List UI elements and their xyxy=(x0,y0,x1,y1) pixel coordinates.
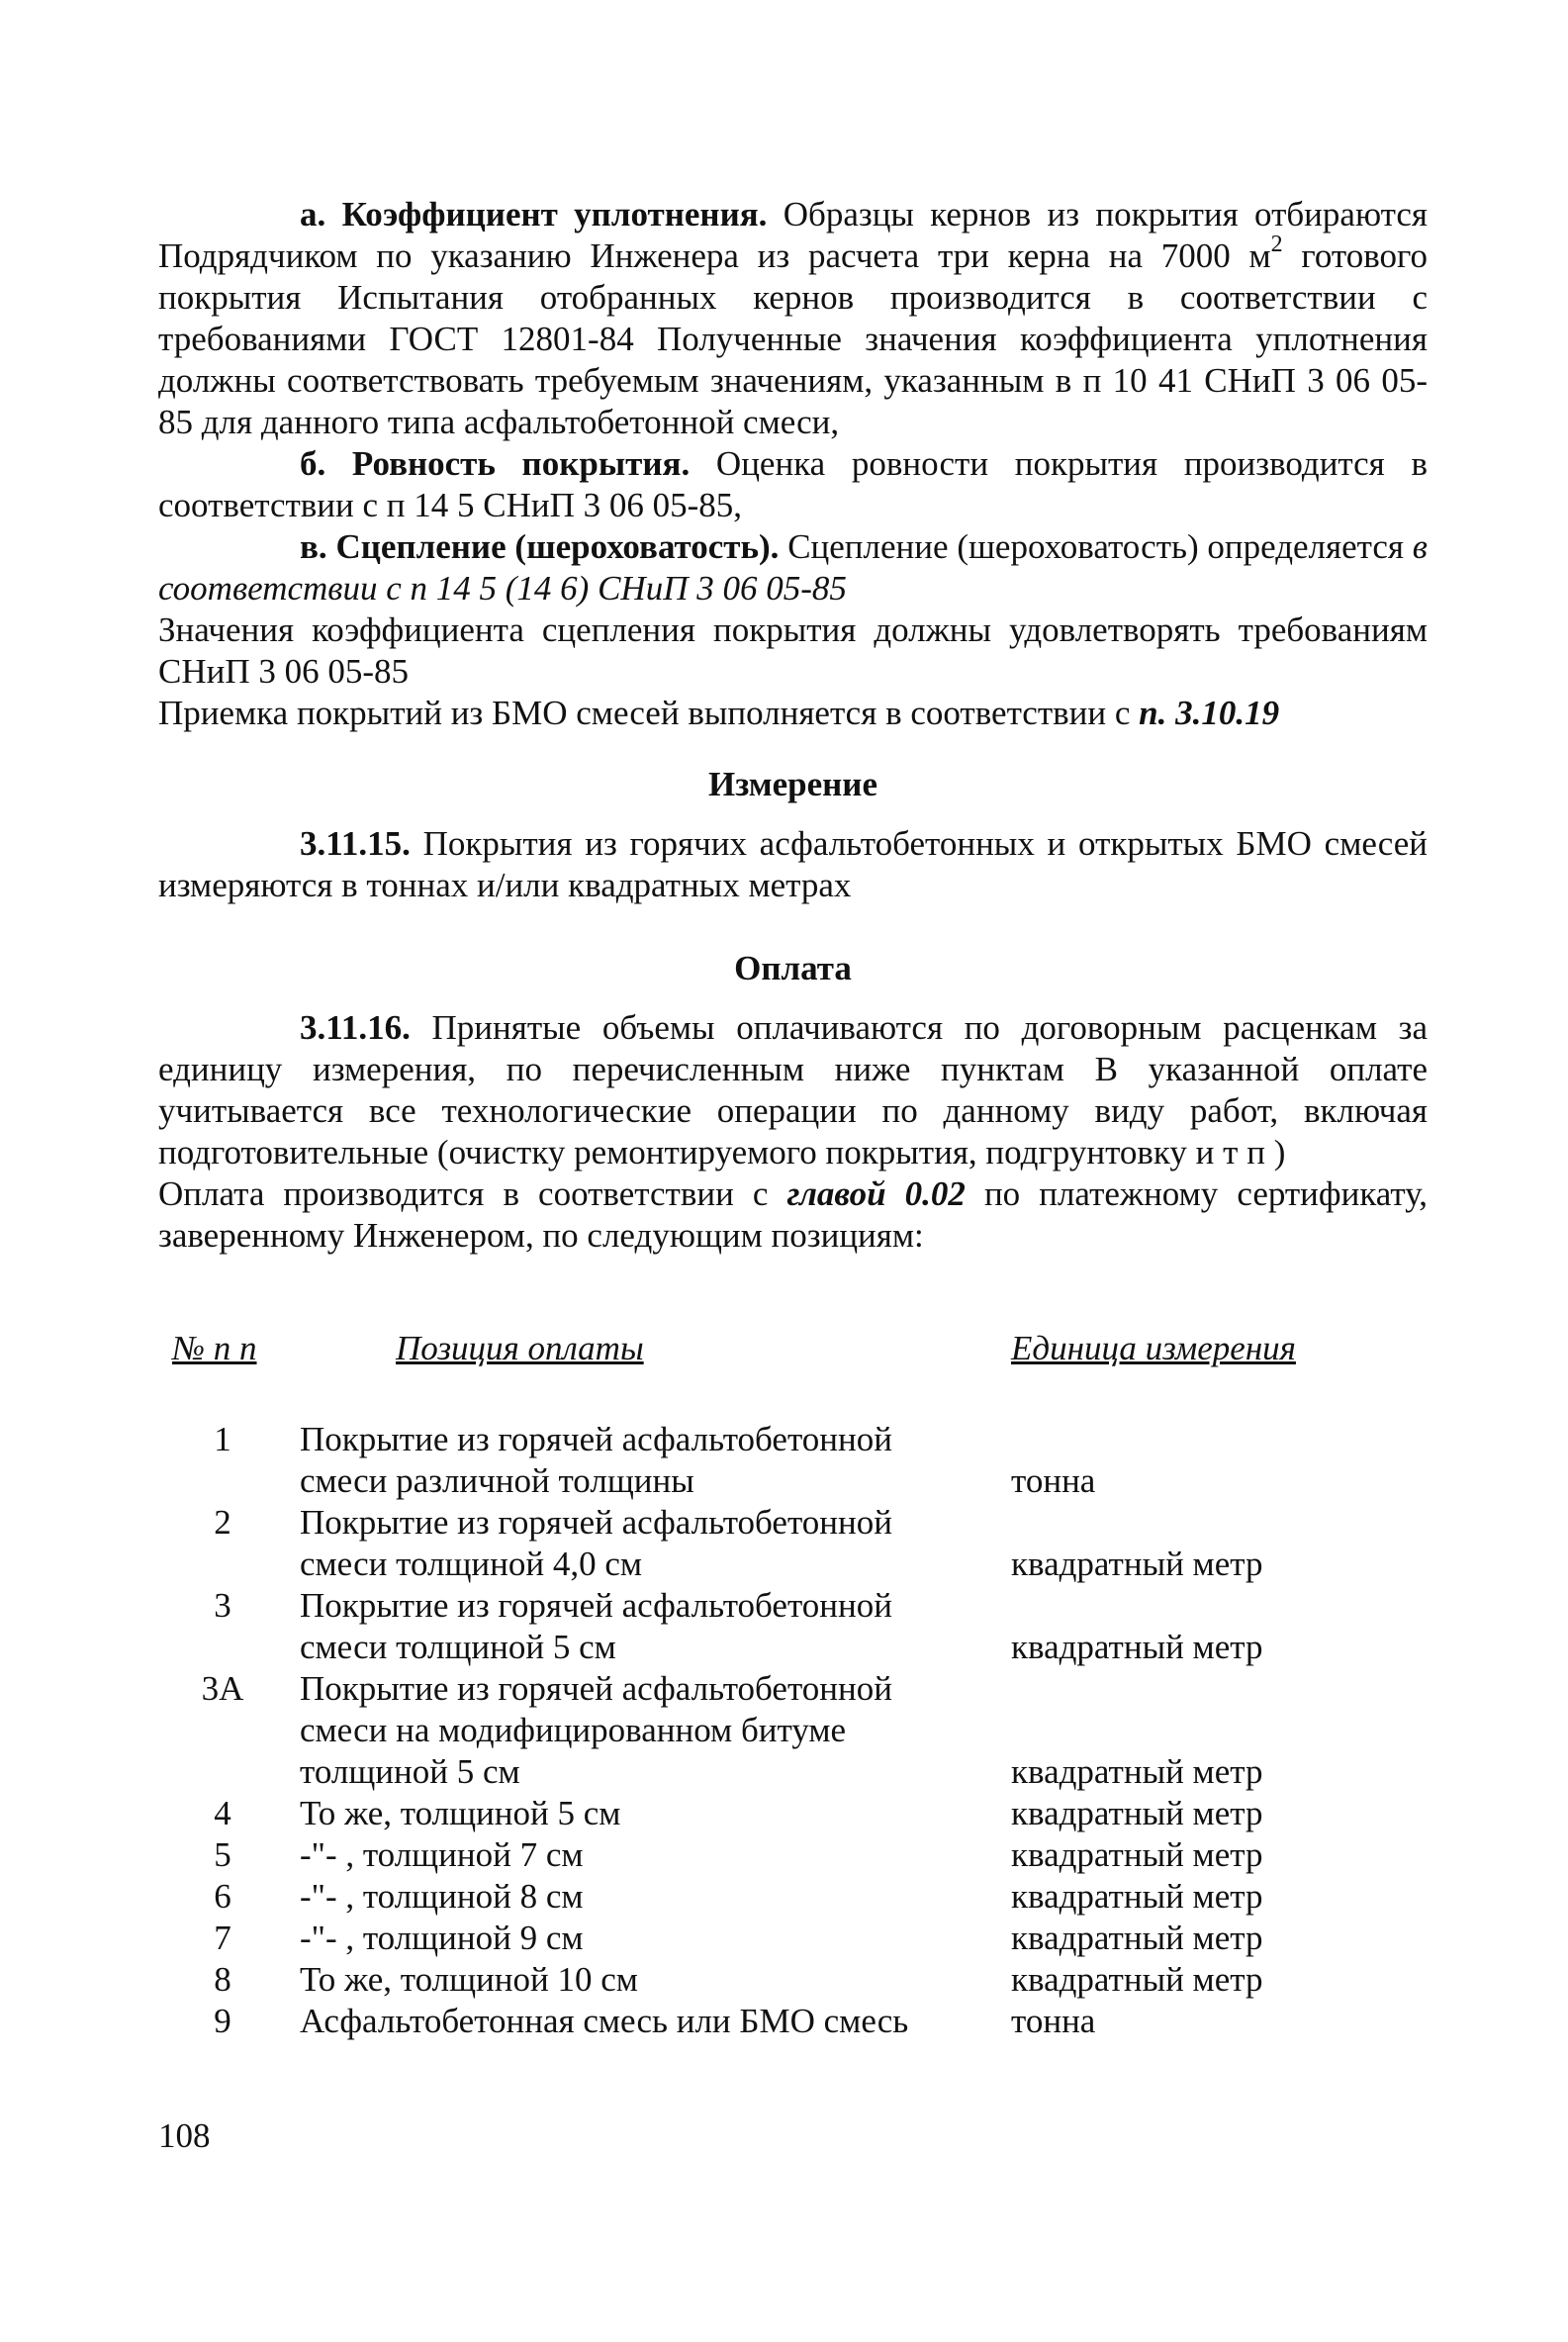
row-unit: тонна xyxy=(1011,1461,1096,1500)
row-position: Покрытие из горячей асфальтобетонной смеси на модифицированном битуме толщиной 5 см xyxy=(300,1669,892,1791)
row-unit: квадратный метр xyxy=(1011,1545,1263,1583)
compaction-text: Образцы кернов из покрытия отбираются Подрядчиком по указанию Инженера из расчета три керна на 7000 м xyxy=(158,195,1428,275)
row-position: -"- , толщиной 7 см xyxy=(300,1835,584,1874)
row-unit: квадратный метр xyxy=(1011,1919,1263,1957)
payment-chapter-reference: главой 0.02 xyxy=(786,1174,966,1213)
header-unit: Единица измерения xyxy=(1011,1329,1296,1367)
payment-text: Принятые объемы оплачиваются по договорным расценкам за единицу измерения, по перечисленным ниже пунктам В указанной оплате учитывается все технологические операции по данному виду работ, включая подготовительные (очистку ремонтируемого покрытия, подгрунтовку и т п ) xyxy=(158,1008,1428,1171)
header-payment-position: Позиция оплаты xyxy=(396,1329,644,1367)
row-number: 6 xyxy=(214,1877,231,1916)
table-row xyxy=(158,1959,1428,2001)
table-row xyxy=(158,1793,1428,1834)
acceptance-text: Приемка покрытий из БМО смесей выполняется в соответствии с xyxy=(158,694,1140,732)
row-position: Покрытие из горячей асфальтобетонной смеси толщиной 4,0 см xyxy=(300,1503,892,1583)
payment-items-table xyxy=(158,1328,1428,2042)
row-unit: квадратный метр xyxy=(1011,1752,1263,1791)
row-unit: тонна xyxy=(1011,2002,1096,2040)
superscript-2: 2 xyxy=(1270,232,1283,257)
row-position: Покрытие из горячей асфальтобетонной смеси толщиной 5 см xyxy=(300,1586,892,1666)
row-position: -"- , толщиной 8 см xyxy=(300,1877,584,1916)
row-position: То же, толщиной 5 см xyxy=(300,1794,621,1832)
adhesion-reference: в соответствии с п 14 5 (14 6) СНиП 3 06 05-85 xyxy=(158,527,1428,608)
table-row xyxy=(158,1876,1428,1918)
body-text xyxy=(158,194,1428,1257)
evenness-text: Оценка ровности покрытия производится в соответствии с п 14 5 СНиП 3 06 05-85, xyxy=(158,444,1428,524)
paragraph-compaction xyxy=(158,194,1428,443)
row-position: Покрытие из горячей асфальтобетонной смеси различной толщины xyxy=(300,1420,892,1500)
compaction-lead: а. Коэффициент уплотнения. xyxy=(300,195,768,234)
row-number: 7 xyxy=(214,1919,231,1957)
table-row xyxy=(158,1502,1428,1585)
row-number: 4 xyxy=(214,1794,231,1832)
payment-terms-text: Оплата производится в соответствии с xyxy=(158,1174,787,1213)
row-unit: квадратный метр xyxy=(1011,1628,1263,1666)
table-row xyxy=(158,1585,1428,1668)
row-unit: квадратный метр xyxy=(1011,1835,1263,1874)
row-position: То же, толщиной 10 см xyxy=(300,1960,638,1999)
row-number: 1 xyxy=(214,1420,231,1458)
paragraph-adhesion xyxy=(158,526,1428,609)
row-unit: квадратный метр xyxy=(1011,1960,1263,1999)
paragraph-measurement xyxy=(158,823,1428,906)
table-row xyxy=(158,1918,1428,1959)
paragraph-payment-terms xyxy=(158,1173,1428,1257)
row-number: 3А xyxy=(201,1669,244,1708)
paragraph-acceptance xyxy=(158,693,1428,734)
row-unit: квадратный метр xyxy=(1011,1877,1263,1916)
row-number: 8 xyxy=(214,1960,231,1999)
table-body xyxy=(158,1419,1428,2042)
paragraph-payment xyxy=(158,1007,1428,1173)
heading-measurement: Измерение xyxy=(707,765,878,803)
row-number: 2 xyxy=(214,1503,231,1542)
table-header xyxy=(158,1328,1428,1369)
row-position: Асфальтобетонная смесь или БМО смесь xyxy=(300,2002,909,2040)
header-item-number: № п п xyxy=(172,1329,257,1367)
row-position: -"- , толщиной 9 см xyxy=(300,1919,584,1957)
payment-terms-text-cont: по платежному сертификату, заверенному Инженером, по следующим позициям: xyxy=(158,1174,1429,1255)
payment-clause-number: 3.11.16. xyxy=(300,1008,411,1047)
row-unit: квадратный метр xyxy=(1011,1794,1263,1832)
table-row xyxy=(158,1834,1428,1876)
row-number: 3 xyxy=(214,1586,231,1625)
table-row xyxy=(158,2001,1428,2042)
row-number: 5 xyxy=(214,1835,231,1874)
adhesion-lead: в. Сцепление (шероховатость). xyxy=(300,527,780,566)
acceptance-reference: п. 3.10.19 xyxy=(1139,694,1280,732)
adhesion-text: Сцепление (шероховатость) определяется xyxy=(779,527,1413,566)
paragraph-evenness xyxy=(158,443,1428,526)
table-row xyxy=(158,1419,1428,1502)
paragraph-adhesion-values: Значения коэффициента сцепления покрытия должны удовлетворять требованиям СНиП 3 06 05-85 xyxy=(158,610,1428,691)
heading-payment: Оплата xyxy=(734,949,852,987)
table-row xyxy=(158,1668,1428,1793)
evenness-lead: б. Ровность покрытия. xyxy=(300,444,691,483)
measurement-clause-number: 3.11.15. xyxy=(300,824,411,863)
page-number: 108 xyxy=(158,2116,211,2155)
measurement-text: Покрытия из горячих асфальтобетонных и открытых БМО смесей измеряются в тоннах и/или квадратных метрах xyxy=(158,824,1428,904)
compaction-text-cont: готового покрытия Испытания отобранных кернов производится в соответствии с требованиями ГОСТ 12801-84 Полученные значения коэффициента уплотнения должны соответствовать требуемым значениям, указанным в п 10 41 СНиП 3 06 05-85 для данного типа асфальтобетонной смеси, xyxy=(158,236,1428,441)
row-number: 9 xyxy=(214,2002,231,2040)
